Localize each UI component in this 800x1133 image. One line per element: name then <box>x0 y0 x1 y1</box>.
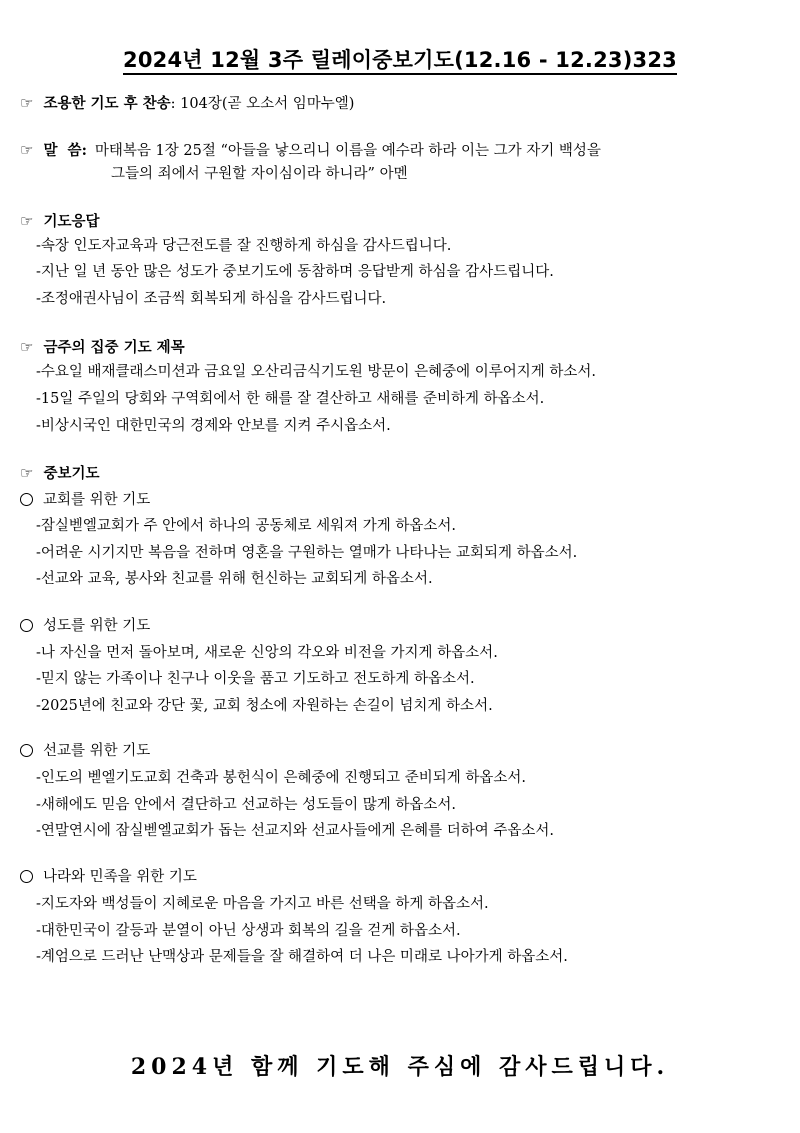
group-title: 성도를 위한 기도 <box>43 618 151 634</box>
group-title: 선교를 위한 기도 <box>43 743 151 759</box>
pointing-hand-icon: ☞ <box>20 141 34 159</box>
circle-bullet-icon <box>20 744 33 757</box>
intercession-heading <box>20 463 99 484</box>
pointing-hand-icon: ☞ <box>20 212 34 230</box>
focus-heading <box>20 337 185 358</box>
answer-item: -지난 일 년 동안 많은 성도가 중보기도에 동참하며 응답받게 하심을 감사드립니다. <box>36 264 554 280</box>
saints-prayer-title <box>20 616 150 636</box>
pointing-hand-icon: ☞ <box>20 338 34 356</box>
page-title <box>0 44 800 74</box>
nation-prayer-title <box>20 867 197 887</box>
page-title-text: 2024년 12월 3주 릴레이중보기도(12.16 - 12.23)323 <box>123 48 677 75</box>
circle-bullet-icon <box>20 493 33 506</box>
intercession-item: -새해에도 믿음 안에서 결단하고 선교하는 성도들이 많게 하옵소서. <box>36 797 456 813</box>
pointing-hand-icon: ☞ <box>20 94 34 112</box>
circle-bullet-icon <box>20 619 33 632</box>
mission-prayer-title <box>20 741 150 761</box>
intercession-item: -2025년에 친교와 강단 꽃, 교회 청소에 자원하는 손길이 넘치게 하소서. <box>36 698 493 714</box>
focus-item: -15일 주일의 당회와 구역회에서 한 해를 잘 결산하고 새해를 준비하게 하옵소서. <box>36 391 545 407</box>
answer-item: -조정애권사님이 조금씩 회복되게 하심을 감사드립니다. <box>36 291 387 307</box>
closing-thanks: 2024년 함께 기도해 주심에 감사드립니다. <box>130 1054 670 1080</box>
intercession-item: -믿지 않는 가족이나 친구나 이웃을 품고 기도하고 전도하게 하옵소서. <box>36 671 475 687</box>
hymn-colon: : <box>170 96 176 112</box>
focus-item: -비상시국인 대한민국의 경제와 안보를 지켜 주시옵소서. <box>36 418 391 434</box>
intercession-item: -선교와 교육, 봉사와 친교를 위해 헌신하는 교회되게 하옵소서. <box>36 571 433 587</box>
intercession-item: -계엄으로 드러난 난맥상과 문제들을 잘 해결하여 더 나은 미래로 나아가게 하옵소서. <box>36 949 568 965</box>
answers-heading <box>20 211 99 232</box>
intercession-heading-text: 중보기도 <box>43 465 100 482</box>
pointing-hand-icon: ☞ <box>20 464 34 482</box>
answer-item: -속장 인도자교육과 당근전도를 잘 진행하게 하심을 감사드립니다. <box>36 238 452 254</box>
word-line <box>20 140 601 161</box>
hymn-label: 조용한 기도 후 찬송 <box>43 95 171 112</box>
intercession-item: -연말연시에 잠실벧엘교회가 돕는 선교지와 선교사들에게 은혜를 더하여 주옵소서. <box>36 823 555 839</box>
intercession-item: -대한민국이 갈등과 분열이 아닌 상생과 회복의 길을 걷게 하옵소서. <box>36 923 461 939</box>
group-title: 교회를 위한 기도 <box>43 492 151 508</box>
word-text-line1: 마태복음 1장 25절 “아들을 낳으리니 이름을 예수라 하라 이는 그가 자기 백성을 <box>94 143 601 159</box>
group-title: 나라와 민족을 위한 기도 <box>43 869 197 885</box>
answers-heading-text: 기도응답 <box>43 213 100 230</box>
intercession-item: -어려운 시기지만 복음을 전하며 영혼을 구원하는 열매가 나타나는 교회되게 하옵소서. <box>36 545 578 561</box>
circle-bullet-icon <box>20 870 33 883</box>
hymn-line <box>20 93 354 114</box>
hymn-text: 104장(곧 오소서 임마누엘) <box>175 96 355 112</box>
intercession-item: -나 자신을 먼저 돌아보며, 새로운 신앙의 각오와 비전을 가지게 하옵소서. <box>36 645 498 661</box>
word-label: 말 씀: <box>43 142 87 159</box>
intercession-item: -지도자와 백성들이 지혜로운 마음을 가지고 바른 선택을 하게 하옵소서. <box>36 896 489 912</box>
focus-heading-text: 금주의 집중 기도 제목 <box>43 339 185 356</box>
church-prayer-title <box>20 490 150 510</box>
intercession-item: -인도의 벧엘기도교회 건축과 봉헌식이 은혜중에 진행되고 준비되게 하옵소서. <box>36 770 526 786</box>
word-text-line2: 그들의 죄에서 구원할 자이심이라 하니라” 아멘 <box>111 166 408 182</box>
intercession-item: -잠실벧엘교회가 주 안에서 하나의 공동체로 세워져 가게 하옵소서. <box>36 518 456 534</box>
focus-item: -수요일 배재클래스미션과 금요일 오산리금식기도원 방문이 은혜중에 이루어지게 하소서. <box>36 364 597 380</box>
